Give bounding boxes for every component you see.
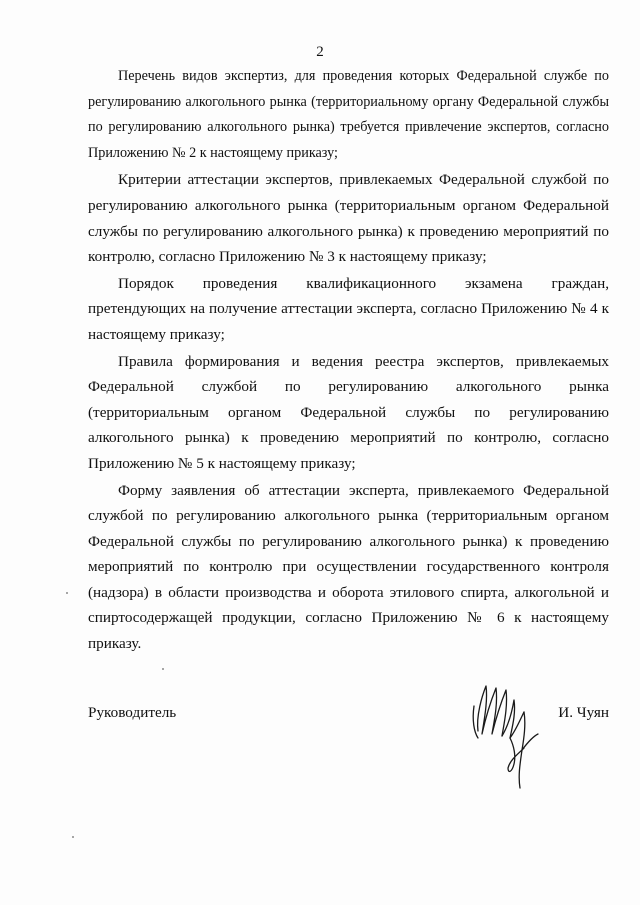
paragraph-registry-rules: Правила формирования и ведения реестра экспертов, привлекаемых Федеральной службой по регулированию алкогольного рынка (территориальным органом Федеральной службы по регулированию алкогольного рынка) к проведению мероприятий по контролю, согласно Приложению № 5 к настоящему приказу; xyxy=(88,352,609,472)
paragraph-attestation-criteria: Критерии аттестации экспертов, привлекаемых Федеральной службой по регулированию алкогольного рынка (территориальным органом Федеральной службы по регулированию алкогольного рынка) к проведению мероприятий по контролю, согласно Приложению № 3 к настоящему приказу; xyxy=(88,171,609,266)
paragraph-application-form: Форму заявления об аттестации эксперта, привлекаемого Федеральной службой по регулированию алкогольного рынка (территориальным органом Федеральной службы по регулированию алкогольного рынка) к проведению мероприятий по контролю при осуществлении государственного контроля (надзора) в области производства и оборота этилового спирта, алкогольной и спиртосодержащей продукции, согласно Приложению № 6 к настоящему приказу. xyxy=(88,481,609,653)
signer-name: И. Чуян xyxy=(558,704,609,721)
scan-artifact-dot xyxy=(72,836,74,838)
scan-artifact-dot xyxy=(162,668,164,670)
scan-artifact-dot xyxy=(66,592,68,594)
handwritten-signature xyxy=(468,676,558,796)
page-number: 2 xyxy=(316,44,324,60)
document-body xyxy=(88,64,609,658)
paragraph-expertise-list: Перечень видов экспертиз, для проведения которых Федеральной службе по регулированию алкогольного рынка (территориальному органу Федеральной службы по регулированию алкогольного рынка) требуется привлечение экспертов, согласно Приложению № 2 к настоящему приказу; xyxy=(88,68,609,161)
signer-position: Руководитель xyxy=(88,704,177,721)
paragraph-exam-procedure: Порядок проведения квалификационного экзамена граждан, претендующих на получение аттестации эксперта, согласно Приложению № 4 к настоящему приказу; xyxy=(88,274,609,343)
